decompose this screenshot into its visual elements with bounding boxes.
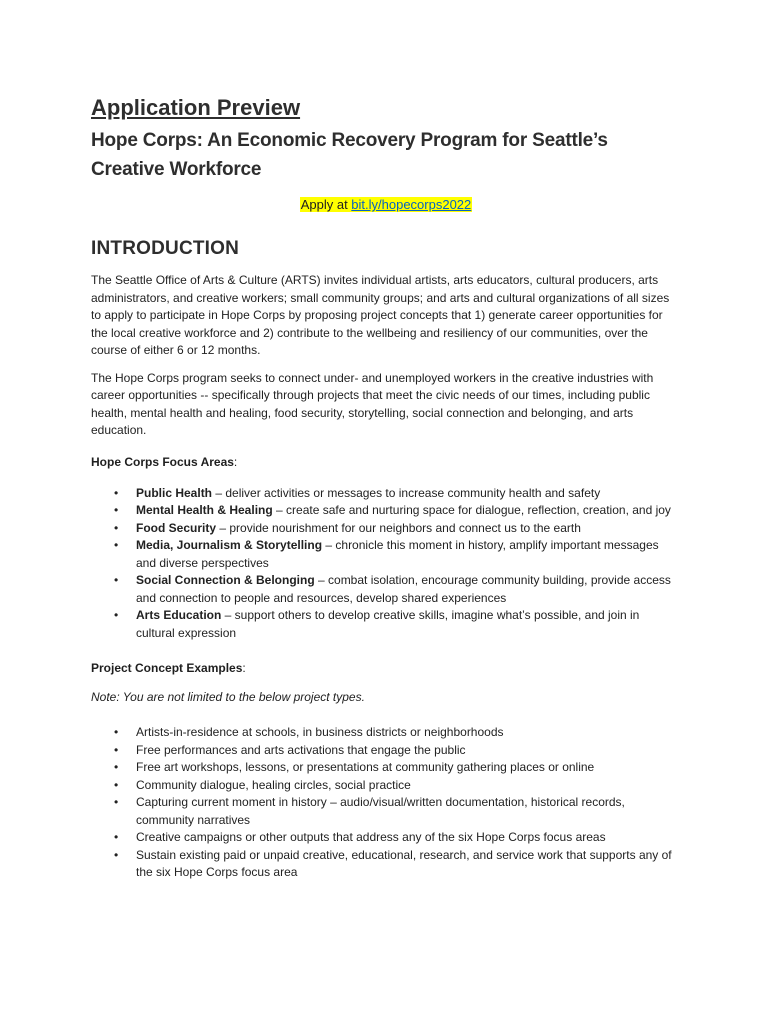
intro-paragraph-2: The Hope Corps program seeks to connect under- and unemployed workers in the creative industries with career opportunities -- specifically through projects that meet the civic needs of our times, including public health, mental health and healing, food security, storytelling, social connection and belonging, and arts education. <box>91 370 654 437</box>
focus-area-name: Mental Health & Healing <box>136 503 273 517</box>
bullet-icon: • <box>114 503 119 517</box>
example-text: Free performances and arts activations that engage the public <box>136 742 466 757</box>
list-item <box>91 829 681 847</box>
bullet-icon: • <box>114 485 119 500</box>
example-text: Capturing current moment in history – audio/visual/written documentation, historical records, community narratives <box>136 795 625 827</box>
list-item <box>91 607 681 642</box>
apply-line <box>91 196 681 214</box>
focus-areas-colon: : <box>233 454 238 469</box>
bullet-icon: • <box>114 795 119 809</box>
focus-area-desc: – combat isolation, encourage community building, provide access and connection to people and resources, develop shared experiences <box>136 573 671 605</box>
example-text: Sustain existing paid or unpaid creative, educational, research, and service work that supports any of the six Hope Corps focus area <box>136 847 672 879</box>
focus-area-desc: – support others to develop creative skills, imagine what’s possible, and join in cultural expression <box>136 608 640 640</box>
focus-area-name: Public Health <box>136 485 213 500</box>
focus-area-desc: – create safe and nurturing space for dialogue, reflection, creation, and joy <box>272 503 671 517</box>
list-item <box>91 794 681 829</box>
focus-area-name: Food Security <box>136 520 217 535</box>
apply-prefix: Apply at <box>300 197 352 212</box>
bullet-icon: • <box>114 538 119 552</box>
example-text: Creative campaigns or other outputs that address any of the six Hope Corps focus areas <box>136 830 606 844</box>
examples-list <box>91 724 681 882</box>
apply-link[interactable]: bit.ly/hopecorps2022 <box>351 197 472 212</box>
bullet-icon: • <box>114 742 119 757</box>
bullet-icon: • <box>114 830 119 844</box>
list-item <box>91 520 681 538</box>
example-text: Community dialogue, healing circles, social practice <box>136 777 411 792</box>
focus-areas-label-line <box>91 454 681 471</box>
bullet-icon: • <box>114 573 119 587</box>
bullet-icon: • <box>114 847 119 862</box>
bullet-icon: • <box>114 520 119 535</box>
focus-area-desc: – provide nourishment for our neighbors and connect us to the earth <box>216 520 581 535</box>
list-item <box>91 502 681 520</box>
list-item <box>91 742 681 760</box>
examples-colon: : <box>242 661 246 675</box>
list-item <box>91 485 681 503</box>
focus-area-desc: – deliver activities or messages to increase community health and safety <box>212 485 601 500</box>
list-item <box>91 724 681 742</box>
bullet-icon: • <box>114 760 119 774</box>
focus-areas-label: Hope Corps Focus Areas <box>91 454 234 469</box>
focus-area-desc: – chronicle this moment in history, amplify important messages and diverse perspectives <box>136 538 659 570</box>
examples-label-line <box>91 660 681 677</box>
intro-paragraph-1: The Seattle Office of Arts & Culture (ARTS) invites individual artists, arts educators, cultural producers, arts administrators, and creative workers; small community groups; and arts and cultural organizations of all sizes to apply to participate in Hope Corps by proposing project concepts that 1) generate career opportunities for the local creative workforce and 2) contribute to the wellbeing and resiliency of our communities, over the course of either 6 or 12 months. <box>91 273 670 357</box>
list-item <box>91 847 681 882</box>
list-item <box>91 759 681 777</box>
bullet-icon: • <box>114 777 119 792</box>
focus-area-name: Arts Education <box>136 608 222 622</box>
introduction-heading: INTRODUCTION <box>91 238 240 259</box>
focus-area-name: Media, Journalism & Storytelling <box>136 538 323 552</box>
examples-note: Note: You are not limited to the below project types. <box>91 690 365 704</box>
list-item <box>91 537 681 572</box>
bullet-icon: • <box>114 725 119 739</box>
document-content <box>91 92 681 882</box>
examples-label: Project Concept Examples <box>91 661 243 675</box>
program-title: Hope Corps: An Economic Recovery Program for Seattle’s Creative Workforce <box>91 130 608 180</box>
example-text: Free art workshops, lessons, or presentations at community gathering places or online <box>136 760 595 774</box>
apply-highlight <box>300 197 473 212</box>
bullet-icon: • <box>114 608 119 622</box>
focus-area-name: Social Connection & Belonging <box>136 573 315 587</box>
focus-areas-list <box>91 485 681 643</box>
list-item <box>91 777 681 795</box>
example-text: Artists-in-residence at schools, in business districts or neighborhoods <box>136 725 504 739</box>
application-preview-heading: Application Preview <box>91 95 301 120</box>
list-item <box>91 572 681 607</box>
